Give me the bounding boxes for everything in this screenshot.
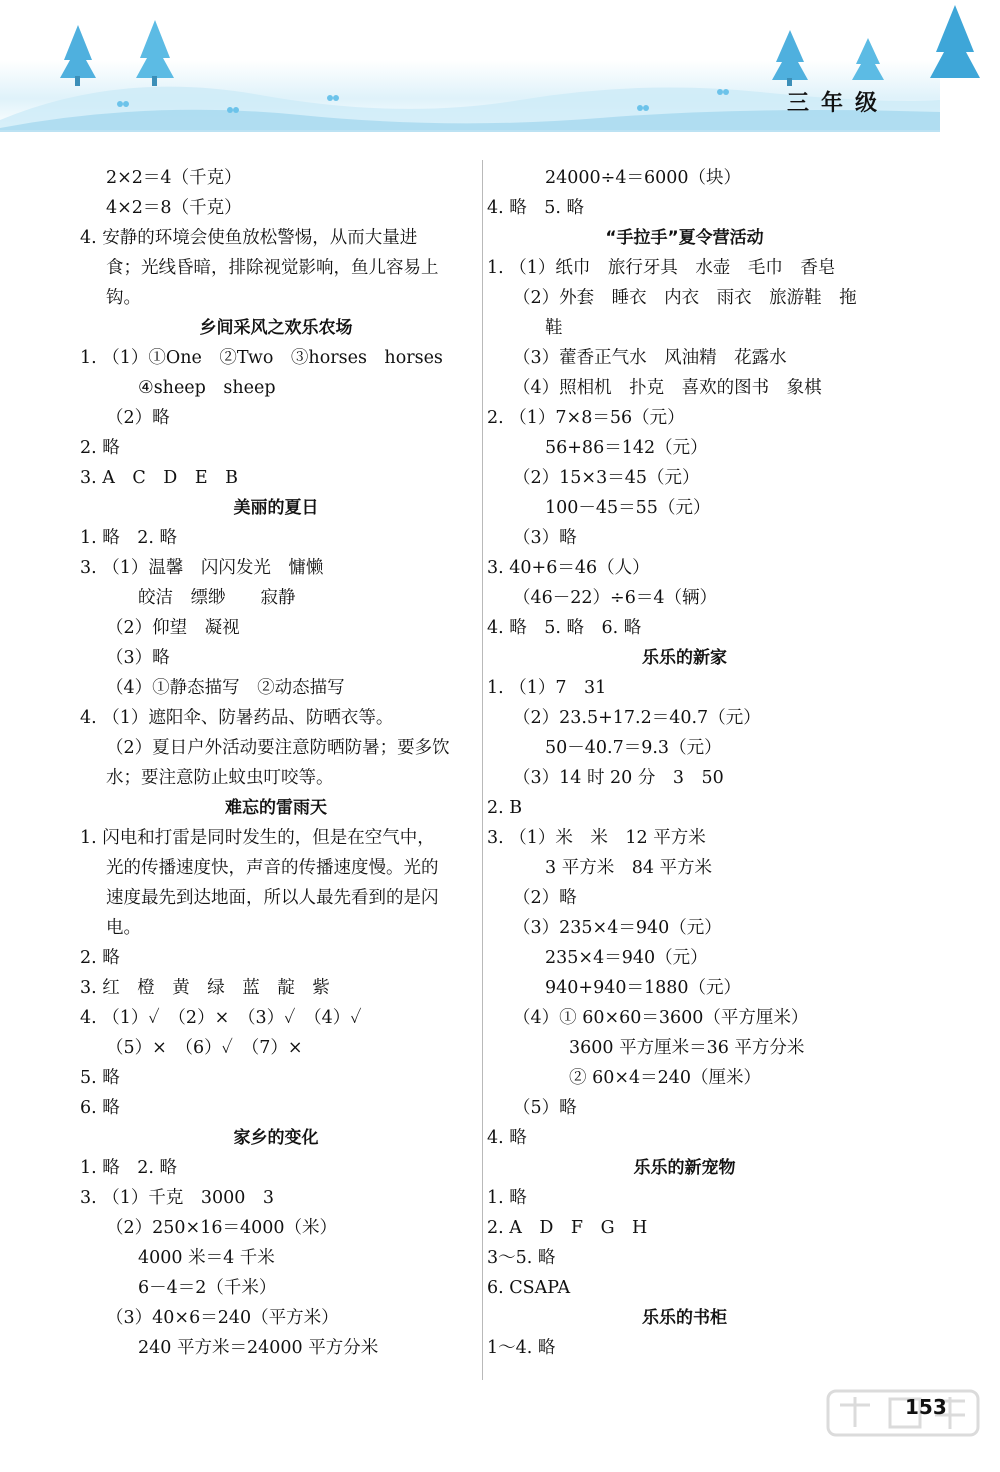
tree-icon [136, 20, 174, 86]
answer-line: 3. 红 橙 黄 绿 蓝 靛 紫 [80, 978, 330, 998]
answer-line: 2×2＝4（千克） [106, 168, 242, 188]
answer-line: 4. （1）✓ （2）× （3）✓ （4）✓ [80, 1008, 362, 1028]
answer-line: 1. （1）纸巾 旅行牙具 水壶 毛巾 香皂 [487, 258, 836, 278]
tree-icon [60, 25, 96, 86]
answer-line: ② 60×4＝240（厘米） [569, 1068, 762, 1088]
answer-line: （46－22）÷6＝4（辆） [513, 588, 717, 608]
answer-line: 3. （1）米 米 12 平方米 [487, 828, 706, 848]
answer-line: 3. 40+6＝46（人） [487, 558, 650, 578]
answer-line: （3）14 时 20 分 3 50 [513, 768, 724, 788]
answer-line: 1. （1）①One ②Two ③horses horses [80, 348, 443, 368]
answer-line: （2）夏日户外活动要注意防晒防暑；要多饮 [106, 738, 450, 758]
answer-line: 24000÷4＝6000（块） [545, 168, 742, 188]
answer-line: （4）①静态描写 ②动态描写 [106, 678, 345, 698]
answer-line: 1. 略 2. 略 [80, 528, 178, 548]
tree-icon [772, 30, 808, 86]
answer-line: 2. 略 [80, 438, 120, 458]
answer-line: 钩。 [106, 288, 141, 308]
answer-line: 3600 平方厘米＝36 平方分米 [569, 1038, 805, 1058]
answer-line: 50－40.7＝9.3（元） [545, 738, 722, 758]
answer-line: 2. 略 [80, 948, 120, 968]
right-answer-column [487, 163, 882, 1363]
answer-line: 3～5. 略 [487, 1248, 556, 1268]
section-heading: 家乡的变化 [233, 1128, 319, 1148]
answer-line: 6. CSAPA [487, 1278, 571, 1298]
answer-line: （2）略 [513, 888, 577, 908]
answer-line: 4. （1）遮阳伞、防暑药品、防晒衣等。 [80, 708, 394, 728]
answer-line: 940+940＝1880（元） [545, 978, 742, 998]
answer-line: 240 平方米＝24000 平方分米 [138, 1338, 379, 1358]
answer-line: 100－45＝55（元） [545, 498, 711, 518]
answer-line: 4. 略 [487, 1128, 527, 1148]
answer-line: 1. 略 2. 略 [80, 1158, 178, 1178]
answer-line: 6－4＝2（千米） [138, 1278, 277, 1298]
answer-line: 1～4. 略 [487, 1338, 556, 1358]
answer-line: 水；要注意防止蚊虫叮咬等。 [106, 768, 334, 788]
left-answer-column [80, 163, 472, 1363]
section-heading: 乡间采风之欢乐农场 [199, 318, 353, 338]
answer-line: 6. 略 [80, 1098, 120, 1118]
answer-line: （3）略 [513, 528, 577, 548]
answer-line: 4. 略 5. 略 6. 略 [487, 618, 642, 638]
answer-line: 3. （1）温馨 闪闪发光 慵懒 [80, 558, 324, 578]
tree-icon [930, 5, 980, 78]
answer-line: 电。 [106, 918, 141, 938]
answer-line: 4000 米＝4 千米 [138, 1248, 275, 1268]
answer-line: 1. （1）7 31 [487, 678, 607, 698]
answer-line: （5）× （6）✓ （7）× [106, 1038, 303, 1058]
answer-line: （3）235×4＝940（元） [513, 918, 722, 938]
section-heading: 乐乐的新家 [642, 648, 727, 668]
answer-line: 1. 略 [487, 1188, 527, 1208]
answer-line: （2）250×16＝4000（米） [106, 1218, 338, 1238]
grade-label: 三年级 [787, 91, 890, 116]
answer-line: 1. 闪电和打雷是同时发生的，但是在空气中， [80, 828, 435, 848]
answer-line: 235×4＝940（元） [545, 948, 708, 968]
answer-line: 食；光线昏暗，排除视觉影响，鱼儿容易上 [106, 258, 439, 278]
answer-line: 3. （1）千克 3000 3 [80, 1188, 275, 1208]
answer-line: （5）略 [513, 1098, 577, 1118]
answer-line: 光的传播速度快，声音的传播速度慢。光的 [106, 858, 439, 878]
header-banner [0, 0, 1000, 140]
answer-line: 2. A D F G H [487, 1218, 648, 1238]
answer-line: 3 平方米 84 平方米 [545, 858, 713, 878]
tree-icon [852, 38, 884, 80]
answer-line: （3）藿香正气水 风油精 花露水 [513, 348, 787, 368]
answer-line: 4. 略 5. 略 [487, 198, 585, 218]
section-heading: “手拉手”夏令营活动 [605, 228, 764, 248]
answer-line: 皎洁 缥缈 寂静 [138, 588, 296, 608]
answer-line: （4）① 60×60＝3600（平方厘米） [513, 1008, 809, 1028]
answer-line: 鞋 [545, 318, 563, 338]
answer-line: ④sheep sheep [138, 378, 276, 398]
answer-line: （3）略 [106, 648, 170, 668]
answer-line: （4）照相机 扑克 喜欢的图书 象棋 [513, 378, 822, 398]
answer-line: （2）略 [106, 408, 170, 428]
answer-line: （2）仰望 凝视 [106, 618, 240, 638]
section-heading: 乐乐的书柜 [642, 1308, 727, 1328]
answer-line: 速度最先到达地面，所以人最先看到的是闪 [106, 888, 439, 908]
answer-line: 2. B [487, 798, 523, 818]
section-heading: 难忘的雷雨天 [225, 798, 327, 818]
answer-line: 5. 略 [80, 1068, 120, 1088]
section-heading: 乐乐的新宠物 [633, 1158, 736, 1178]
answer-line: 56+86＝142（元） [545, 438, 708, 458]
section-heading: 美丽的夏日 [233, 498, 319, 518]
answer-line: （2）15×3＝45（元） [513, 468, 700, 488]
answer-line: 4×2＝8（千克） [106, 198, 242, 218]
answer-line: （3）40×6＝240（平方米） [106, 1308, 339, 1328]
answer-line: （2）23.5+17.2＝40.7（元） [513, 708, 761, 728]
answer-line: 3. A C D E B [80, 468, 238, 488]
answer-line: 4. 安静的环境会使鱼放松警惕，从而大量进 [80, 228, 418, 248]
answer-line: （2）外套 睡衣 内衣 雨衣 旅游鞋 拖 [513, 288, 857, 308]
page-number: 153 [905, 1395, 947, 1419]
column-divider [482, 160, 483, 1380]
answer-line: 2. （1）7×8＝56（元） [487, 408, 685, 428]
